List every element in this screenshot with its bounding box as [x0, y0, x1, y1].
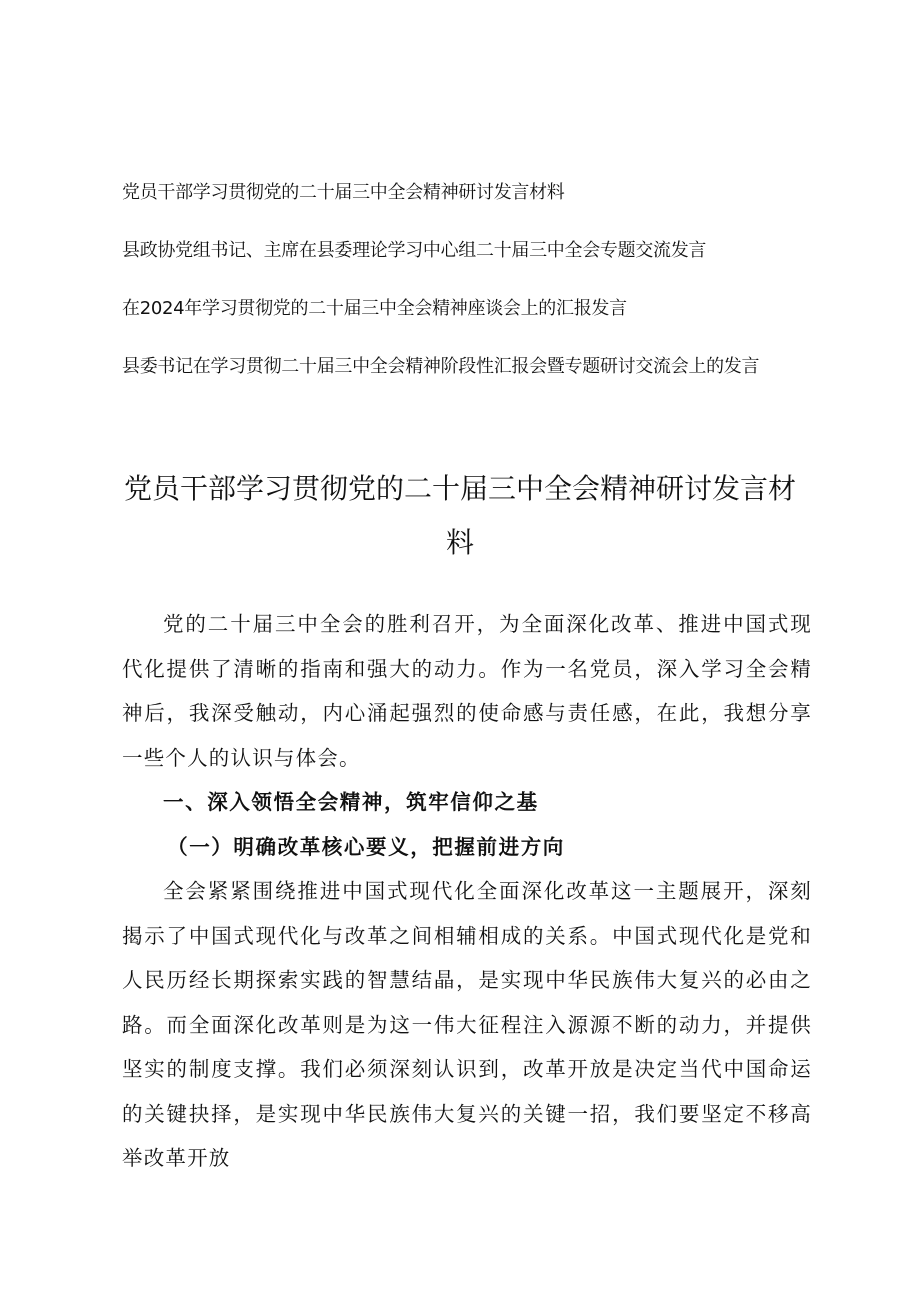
toc-item: 县委书记在学习贯彻二十届三中全会精神阶段性汇报会暨专题研讨交流会上的发言 [122, 356, 760, 377]
toc-item: 党员干部学习贯彻党的二十届三中全会精神研讨发言材料 [122, 182, 565, 203]
intro-paragraph: 党的二十届三中全会的胜利召开，为全面深化改革、推进中国式现代化提供了清晰的指南和强大的动力。作为一名党员，深入学习全会精神后，我深受触动，内心涌起强烈的使命感与责任感，在此，我想分享一些个人的认识与体会。 [122, 612, 812, 770]
subsection-heading: （一）明确改革核心要义，把握前进方向 [167, 834, 565, 859]
article-title: 党员干部学习贯彻党的二十届三中全会精神研讨发言材料 [123, 472, 796, 559]
article-body [122, 602, 812, 1181]
section-heading: 一、深入领悟全会精神，筑牢信仰之基 [163, 790, 539, 814]
body-paragraph: 全会紧紧围绕推进中国式现代化全面深化改革这一主题展开，深刻揭示了中国式现代化与改革之间相辅相成的关系。中国式现代化是党和人民历经长期探索实践的智慧结晶，是实现中华民族伟大复兴的必由之路。而全面深化改革则是为这一伟大征程注入源源不断的动力，并提供坚实的制度支撑。我们必须深刻认识到，改革开放是决定当代中国命运的关键抉择，是实现中华民族伟大复兴的关键一招，我们要坚定不移高举改革开放 [122, 879, 812, 1170]
toc-item: 在2024年学习贯彻党的二十届三中全会精神座谈会上的汇报发言 [122, 298, 627, 319]
toc-item: 县政协党组书记、主席在县委理论学习中心组二十届三中全会专题交流发言 [122, 240, 707, 261]
document-toc [122, 180, 822, 412]
